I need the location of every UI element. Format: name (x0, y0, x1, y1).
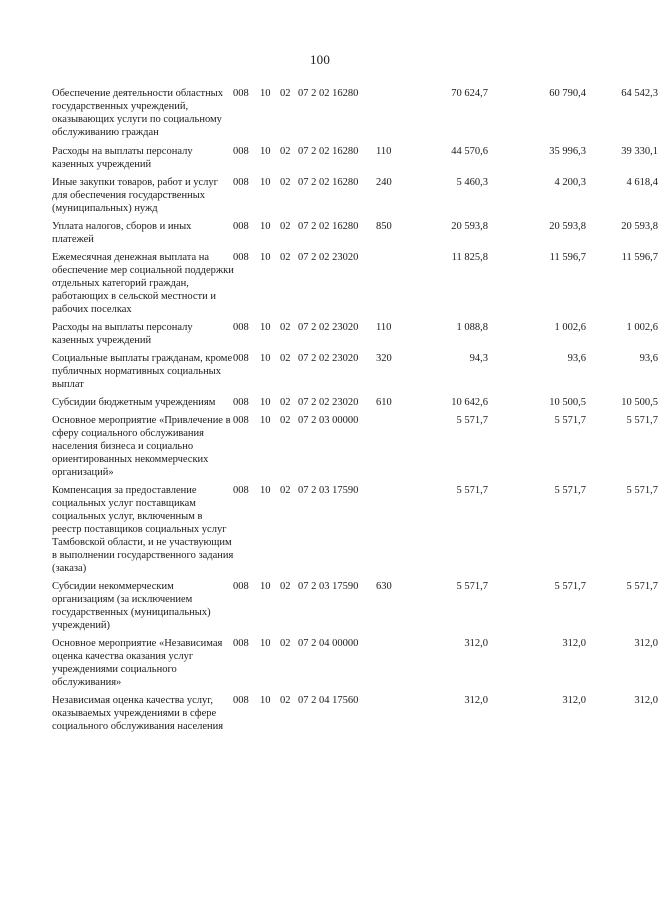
row-sum-2: 60 790,4 (549, 88, 586, 99)
row-csr: 07 2 02 23020 (298, 353, 359, 364)
table-row (52, 694, 658, 733)
row-vr: 320 (376, 353, 392, 364)
row-ved: 008 (233, 221, 249, 232)
row-csr: 07 2 04 17560 (298, 695, 359, 706)
row-ved: 008 (233, 397, 249, 408)
row-sum-1: 70 624,7 (451, 88, 488, 99)
row-ved: 008 (233, 88, 249, 99)
row-name: Социальные выплаты гражданам, кроме публичных нормативных социальных выплат (52, 353, 233, 390)
row-vr: 110 (376, 146, 392, 157)
row-rz: 10 (260, 146, 271, 157)
row-rz: 10 (260, 638, 271, 649)
row-pr: 02 (280, 252, 291, 263)
row-vr: 240 (376, 177, 392, 188)
row-rz: 10 (260, 88, 271, 99)
row-csr: 07 2 02 16280 (298, 146, 359, 157)
row-sum-1: 10 642,6 (451, 397, 488, 408)
row-rz: 10 (260, 322, 271, 333)
row-name: Ежемесячная денежная выплата на обеспечение мер социальной поддержки отдельных категорий граждан, работающих в сельской местности и рабочих поселках (52, 252, 234, 315)
row-sum-2: 5 571,7 (554, 415, 586, 426)
row-sum-3: 93,6 (639, 353, 658, 364)
table-row (52, 580, 658, 632)
table-row (52, 637, 658, 689)
table-row (52, 176, 658, 215)
row-sum-2: 11 596,7 (549, 252, 586, 263)
row-sum-2: 4 200,3 (554, 177, 586, 188)
row-pr: 02 (280, 695, 291, 706)
row-sum-1: 1 088,8 (456, 322, 488, 333)
row-sum-3: 5 571,7 (626, 485, 658, 496)
row-pr: 02 (280, 415, 291, 426)
row-sum-2: 1 002,6 (554, 322, 586, 333)
row-name: Обеспечение деятельности областных государственных учреждений, оказывающих услуги по социальному обслуживанию граждан (52, 88, 223, 138)
row-csr: 07 2 03 00000 (298, 415, 359, 426)
row-sum-1: 312,0 (464, 695, 488, 706)
table-row (52, 414, 658, 479)
row-pr: 02 (280, 322, 291, 333)
row-pr: 02 (280, 177, 291, 188)
row-rz: 10 (260, 415, 271, 426)
row-csr: 07 2 03 17590 (298, 485, 359, 496)
table-row (52, 484, 658, 575)
row-pr: 02 (280, 353, 291, 364)
row-pr: 02 (280, 221, 291, 232)
row-rz: 10 (260, 397, 271, 408)
row-ved: 008 (233, 252, 249, 263)
row-name: Субсидии некоммерческим организациям (за исключением государственных (муниципальных) учреждений) (52, 581, 211, 631)
row-name: Расходы на выплаты персоналу казенных учреждений (52, 322, 193, 346)
row-sum-2: 312,0 (562, 695, 586, 706)
row-sum-1: 44 570,6 (451, 146, 488, 157)
page-number: 100 (309, 52, 331, 67)
row-csr: 07 2 03 17590 (298, 581, 359, 592)
row-sum-2: 5 571,7 (554, 485, 586, 496)
row-sum-2: 20 593,8 (549, 221, 586, 232)
row-sum-1: 5 571,7 (456, 581, 488, 592)
row-csr: 07 2 02 23020 (298, 322, 359, 333)
row-name: Субсидии бюджетным учреждениям (52, 397, 216, 408)
row-vr: 110 (376, 322, 392, 333)
row-sum-3: 10 500,5 (621, 397, 658, 408)
row-name: Расходы на выплаты персоналу казенных учреждений (52, 146, 193, 170)
row-csr: 07 2 02 23020 (298, 252, 359, 263)
row-vr: 630 (376, 581, 392, 592)
row-ved: 008 (233, 177, 249, 188)
row-csr: 07 2 04 00000 (298, 638, 359, 649)
row-pr: 02 (280, 397, 291, 408)
row-pr: 02 (280, 146, 291, 157)
row-pr: 02 (280, 638, 291, 649)
row-sum-3: 312,0 (634, 695, 658, 706)
row-name: Основное мероприятие «Независимая оценка качества оказания услуг учреждениями социального обслуживания» (52, 638, 223, 688)
row-ved: 008 (233, 581, 249, 592)
row-ved: 008 (233, 322, 249, 333)
row-name: Независимая оценка качества услуг, оказываемых учреждениями в сфере социального обслуживания населения (52, 695, 224, 732)
row-ved: 008 (233, 695, 249, 706)
table-row (52, 321, 658, 347)
row-sum-2: 35 996,3 (549, 146, 586, 157)
row-ved: 008 (233, 485, 249, 496)
row-rz: 10 (260, 695, 271, 706)
row-sum-3: 11 596,7 (621, 252, 658, 263)
row-ved: 008 (233, 353, 249, 364)
row-pr: 02 (280, 88, 291, 99)
row-name: Основное мероприятие «Привлечение в сферу социального обслуживания населения бизнеса и социально ориентированных некоммерческих организаций» (52, 415, 231, 478)
row-sum-3: 20 593,8 (621, 221, 658, 232)
row-name: Компенсация за предоставление социальных услуг поставщикам социальных услуг, включенным в реестр поставщиков социальных услуг Тамбовской области, и не участвующим в выполнении государственного задания (заказа) (52, 485, 234, 574)
row-csr: 07 2 02 16280 (298, 88, 359, 99)
table-row (52, 220, 658, 246)
row-sum-1: 5 571,7 (456, 485, 488, 496)
row-sum-1: 94,3 (469, 353, 488, 364)
table-row (52, 87, 658, 139)
row-name: Уплата налогов, сборов и иных платежей (52, 221, 192, 245)
row-rz: 10 (260, 221, 271, 232)
row-rz: 10 (260, 177, 271, 188)
row-csr: 07 2 02 16280 (298, 221, 359, 232)
row-rz: 10 (260, 485, 271, 496)
row-pr: 02 (280, 485, 291, 496)
row-rz: 10 (260, 353, 271, 364)
row-rz: 10 (260, 252, 271, 263)
row-sum-1: 5 571,7 (456, 415, 488, 426)
row-ved: 008 (233, 146, 249, 157)
row-sum-3: 39 330,1 (621, 146, 658, 157)
row-sum-2: 312,0 (562, 638, 586, 649)
row-vr: 610 (376, 397, 392, 408)
row-sum-1: 11 825,8 (451, 252, 488, 263)
row-sum-3: 5 571,7 (626, 581, 658, 592)
row-vr: 850 (376, 221, 392, 232)
row-sum-1: 312,0 (464, 638, 488, 649)
row-sum-3: 4 618,4 (626, 177, 658, 188)
row-csr: 07 2 02 16280 (298, 177, 359, 188)
row-rz: 10 (260, 581, 271, 592)
row-sum-2: 10 500,5 (549, 397, 586, 408)
budget-table (52, 87, 658, 733)
row-ved: 008 (233, 415, 249, 426)
row-csr: 07 2 02 23020 (298, 397, 359, 408)
row-sum-3: 312,0 (634, 638, 658, 649)
row-sum-2: 5 571,7 (554, 581, 586, 592)
table-row (52, 145, 658, 171)
table-row (52, 251, 658, 316)
row-sum-2: 93,6 (567, 353, 586, 364)
row-sum-1: 5 460,3 (456, 177, 488, 188)
row-sum-3: 5 571,7 (626, 415, 658, 426)
table-row (52, 396, 658, 409)
row-name: Иные закупки товаров, работ и услуг для обеспечения государственных (муниципальных) нужд (52, 177, 218, 214)
row-pr: 02 (280, 581, 291, 592)
row-sum-3: 64 542,3 (621, 88, 658, 99)
table-row (52, 352, 658, 391)
row-sum-1: 20 593,8 (451, 221, 488, 232)
row-ved: 008 (233, 638, 249, 649)
row-sum-3: 1 002,6 (626, 322, 658, 333)
